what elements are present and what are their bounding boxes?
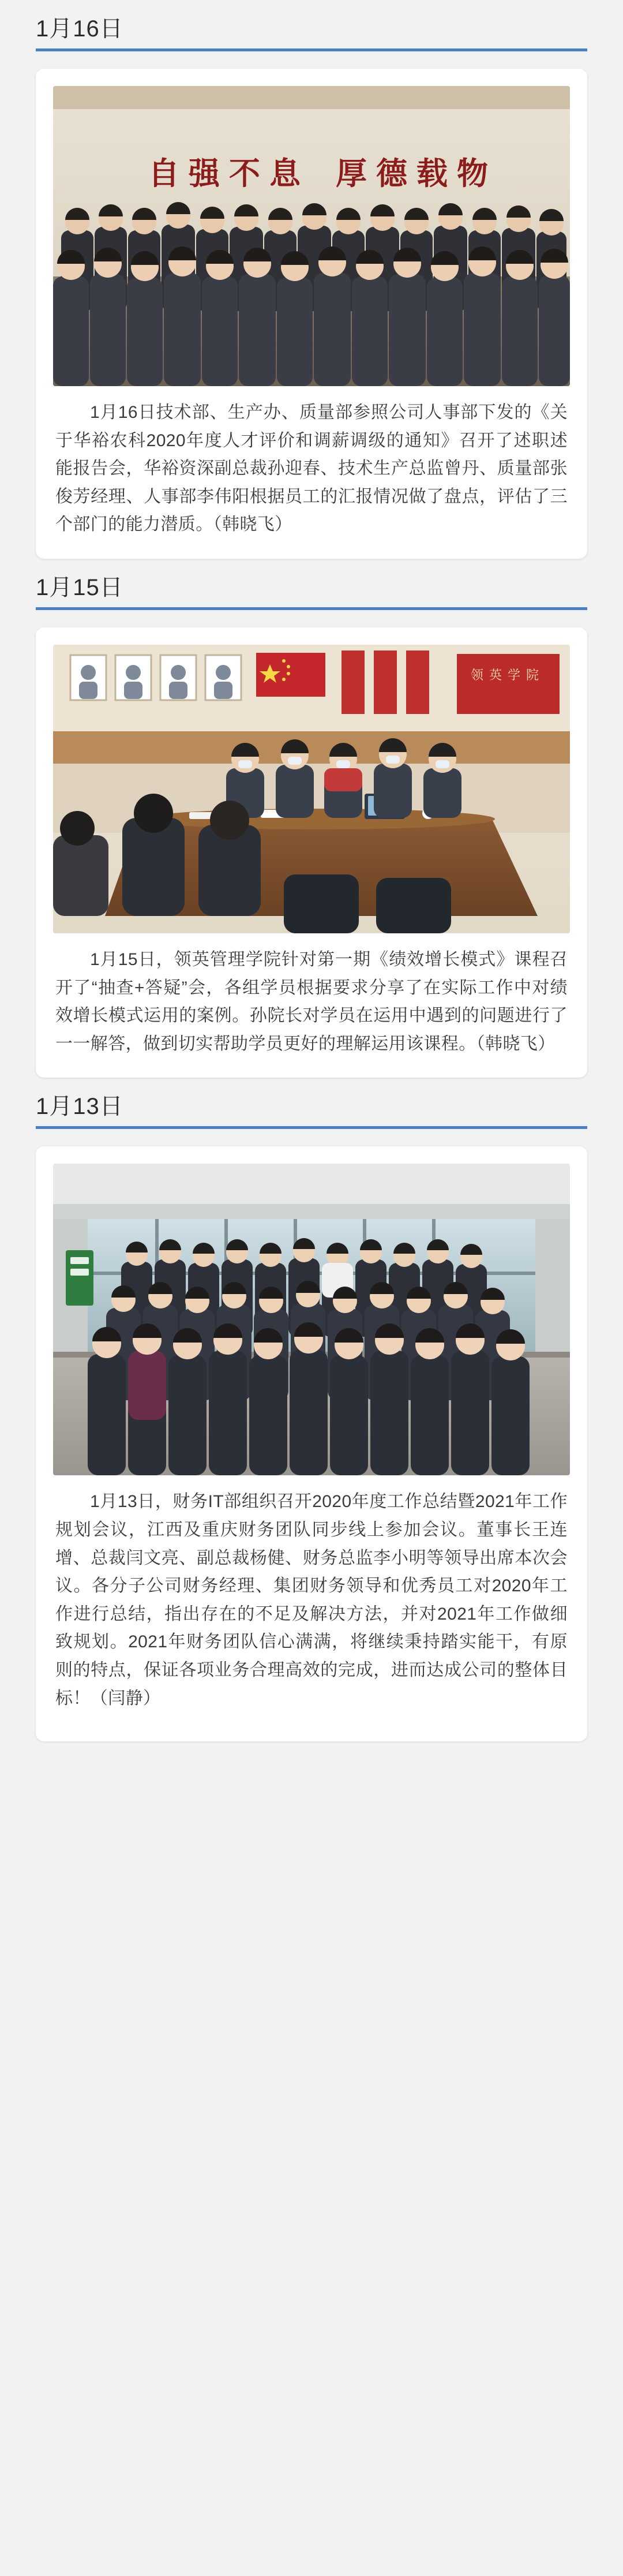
entry-date: 1月13日 (36, 1094, 123, 1120)
news-entry (0, 0, 623, 559)
svg-text:学: 学 (508, 668, 521, 683)
svg-text:物: 物 (457, 155, 488, 192)
entry-caption: 1月15日，领英管理学院针对第一期《绩效增长模式》课程召开了“抽查+答疑”会，各组学员根据要求分享了在实际工作中对绩效增长模式运用的案例。孙院长对学员在运用中遇到的问题进行了一一解答，做到切实帮助学员更好的理解运用该课程。（韩晓飞） (55, 949, 568, 1053)
date-divider (36, 1126, 587, 1129)
svg-text:领: 领 (471, 668, 484, 683)
svg-text:不: 不 (229, 155, 260, 192)
conference-room-training-session (53, 645, 570, 933)
entry-card (36, 1146, 587, 1741)
entry-date: 1月15日 (36, 574, 123, 600)
entry-caption: 1月13日，财务IT部组织召开2020年度工作总结暨2021年工作规划会议，江西及重庆财务团队同步线上参加会议。董事长王连增、总裁闫文亮、副总裁杨健、财务总监李小明等领导出席本次会议。各分子公司财务经理、集团财务领导和优秀员工对2020年工作进行总结，指出存在的不足及解决方法，并对2021年工作做细致规划。2021年财务团队信心满满，将继续秉持踏实能干，有原则的特点，保证各项业务合理高效的完成，进而达成公司的整体目标！（闫静） (55, 1492, 568, 1708)
news-entry (0, 559, 623, 1078)
svg-text:厚: 厚 (336, 155, 367, 192)
svg-text:息: 息 (269, 155, 301, 192)
svg-text:载: 载 (416, 155, 448, 192)
group-photo-staff-in-meeting-hall (53, 86, 570, 386)
svg-text:自: 自 (148, 155, 179, 192)
entry-card (36, 627, 587, 1078)
entry-card (36, 69, 587, 559)
news-entry (0, 1078, 623, 1741)
date-divider (36, 48, 587, 51)
group-photo-outside-building-entrance (53, 1164, 570, 1475)
svg-text:英: 英 (489, 668, 502, 683)
svg-text:院: 院 (526, 668, 539, 683)
card-bottom-spacer (53, 1715, 570, 1724)
date-divider (36, 607, 587, 610)
svg-text:德: 德 (376, 155, 407, 192)
entry-caption: 1月16日技术部、生产办、质量部参照公司人事部下发的《关于华裕农科2020年度人才评价和调薪调级的通知》召开了述职述能报告会，华裕资深副总裁孙迎春、技术生产总监曾丹、质量部张俊芳经理、人事部李伟阳根据员工的汇报情况做了盘点，评估了三个部门的能力潜质。（韩晓飞） (55, 403, 568, 534)
entry-date: 1月16日 (36, 16, 123, 42)
svg-text:强: 强 (189, 155, 220, 192)
